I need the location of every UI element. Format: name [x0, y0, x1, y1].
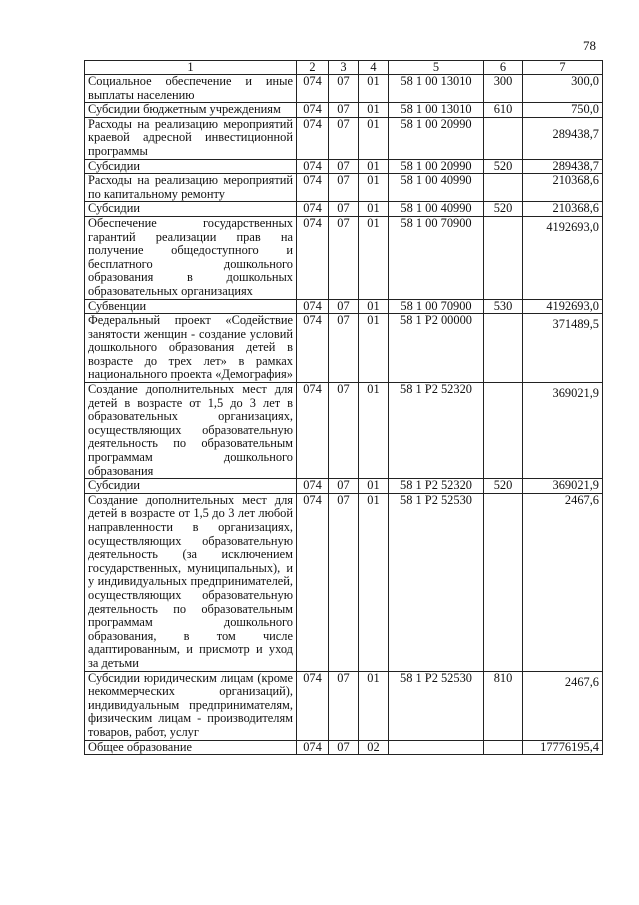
- page-number: 78: [583, 38, 596, 53]
- table-row: [85, 479, 603, 494]
- header-col-4: 4: [359, 61, 389, 75]
- row-section-code: 07: [329, 103, 359, 118]
- row-expense-type: [484, 740, 523, 755]
- table-row: [85, 75, 603, 103]
- table-row: [85, 103, 603, 118]
- row-expense-type: [484, 383, 523, 479]
- row-subsection-code: 02: [359, 740, 389, 755]
- row-ministry-code: 074: [297, 174, 329, 202]
- header-col-6: 6: [484, 61, 523, 75]
- row-ministry-code: 074: [297, 383, 329, 479]
- row-ministry-code: 074: [297, 103, 329, 118]
- budget-table: [84, 60, 603, 755]
- row-name: Расходы на реализацию мероприятий по капитальному ремонту: [85, 174, 297, 202]
- table-row: [85, 671, 603, 740]
- row-name: Субсидии: [85, 479, 297, 494]
- row-ministry-code: 074: [297, 159, 329, 174]
- row-section-code: 07: [329, 383, 359, 479]
- row-name: Субсидии бюджетным учреждениям: [85, 103, 297, 118]
- row-section-code: 07: [329, 202, 359, 217]
- row-amount: 300,0: [523, 75, 603, 103]
- row-expense-type: [484, 117, 523, 159]
- row-section-code: 07: [329, 174, 359, 202]
- row-section-code: 07: [329, 479, 359, 494]
- row-ministry-code: 074: [297, 117, 329, 159]
- header-col-7: 7: [523, 61, 603, 75]
- row-subsection-code: 01: [359, 216, 389, 299]
- row-subsection-code: 01: [359, 103, 389, 118]
- row-amount: 371489,5: [523, 314, 603, 383]
- row-target-article: 58 1 P2 00000: [389, 314, 484, 383]
- row-expense-type: [484, 493, 523, 671]
- row-name: Субсидии: [85, 202, 297, 217]
- table-row: [85, 740, 603, 755]
- row-subsection-code: 01: [359, 493, 389, 671]
- row-expense-type: 810: [484, 671, 523, 740]
- row-section-code: 07: [329, 159, 359, 174]
- table-row: [85, 174, 603, 202]
- row-subsection-code: 01: [359, 159, 389, 174]
- header-col-1: 1: [85, 61, 297, 75]
- row-name: Общее образование: [85, 740, 297, 755]
- row-subsection-code: 01: [359, 202, 389, 217]
- row-name: Субсидии: [85, 159, 297, 174]
- row-section-code: 07: [329, 299, 359, 314]
- row-expense-type: 520: [484, 159, 523, 174]
- row-section-code: 07: [329, 493, 359, 671]
- row-amount: 17776195,4: [523, 740, 603, 755]
- row-subsection-code: 01: [359, 383, 389, 479]
- row-target-article: 58 1 P2 52320: [389, 383, 484, 479]
- row-name: Создание дополнительных мест для детей в возрасте от 1,5 до 3 лет в образовательных организациях, осуществляющих образовательную деятельность по образовательным программам дошкольного образования: [85, 383, 297, 479]
- row-name: Субсидии юридическим лицам (кроме некоммерческих организаций), индивидуальным предпринимателям, физическим лицам - производителям товаров, работ, услуг: [85, 671, 297, 740]
- row-name: Субвенции: [85, 299, 297, 314]
- row-target-article: 58 1 00 40990: [389, 202, 484, 217]
- table-row: [85, 159, 603, 174]
- row-expense-type: 300: [484, 75, 523, 103]
- table-header-row: [85, 61, 603, 75]
- row-amount: 289438,7: [523, 159, 603, 174]
- row-target-article: 58 1 P2 52530: [389, 671, 484, 740]
- row-target-article: 58 1 00 70900: [389, 216, 484, 299]
- row-expense-type: 520: [484, 202, 523, 217]
- table-row: [85, 493, 603, 671]
- row-target-article: 58 1 00 20990: [389, 159, 484, 174]
- row-section-code: 07: [329, 740, 359, 755]
- row-expense-type: [484, 314, 523, 383]
- header-col-3: 3: [329, 61, 359, 75]
- header-col-2: 2: [297, 61, 329, 75]
- row-amount: 210368,6: [523, 202, 603, 217]
- row-amount: 210368,6: [523, 174, 603, 202]
- row-target-article: [389, 740, 484, 755]
- row-subsection-code: 01: [359, 314, 389, 383]
- row-ministry-code: 074: [297, 671, 329, 740]
- row-target-article: 58 1 00 70900: [389, 299, 484, 314]
- row-target-article: 58 1 P2 52320: [389, 479, 484, 494]
- row-subsection-code: 01: [359, 671, 389, 740]
- row-amount: 4192693,0: [523, 216, 603, 299]
- table-row: [85, 314, 603, 383]
- row-ministry-code: 074: [297, 216, 329, 299]
- header-col-5: 5: [389, 61, 484, 75]
- table-row: [85, 383, 603, 479]
- row-subsection-code: 01: [359, 174, 389, 202]
- row-ministry-code: 074: [297, 740, 329, 755]
- table-row: [85, 202, 603, 217]
- row-target-article: 58 1 P2 52530: [389, 493, 484, 671]
- row-ministry-code: 074: [297, 493, 329, 671]
- row-ministry-code: 074: [297, 314, 329, 383]
- row-amount: 2467,6: [523, 671, 603, 740]
- row-target-article: 58 1 00 40990: [389, 174, 484, 202]
- row-amount: 289438,7: [523, 117, 603, 159]
- row-amount: 4192693,0: [523, 299, 603, 314]
- row-amount: 369021,9: [523, 479, 603, 494]
- table-row: [85, 117, 603, 159]
- row-amount: 2467,6: [523, 493, 603, 671]
- table-row: [85, 216, 603, 299]
- row-ministry-code: 074: [297, 75, 329, 103]
- row-name: Расходы на реализацию мероприятий краевой адресной инвестиционной программы: [85, 117, 297, 159]
- row-expense-type: 530: [484, 299, 523, 314]
- row-target-article: 58 1 00 13010: [389, 103, 484, 118]
- row-ministry-code: 074: [297, 479, 329, 494]
- table-row: [85, 299, 603, 314]
- row-name: Федеральный проект «Содействие занятости женщин - создание условий дошкольного образования детей в возрасте до трех лет» в рамках национального проекта «Демография»: [85, 314, 297, 383]
- row-expense-type: 610: [484, 103, 523, 118]
- row-section-code: 07: [329, 671, 359, 740]
- row-subsection-code: 01: [359, 117, 389, 159]
- row-subsection-code: 01: [359, 75, 389, 103]
- row-expense-type: 520: [484, 479, 523, 494]
- row-amount: 369021,9: [523, 383, 603, 479]
- row-name: Социальное обеспечение и иные выплаты населению: [85, 75, 297, 103]
- row-section-code: 07: [329, 216, 359, 299]
- row-section-code: 07: [329, 117, 359, 159]
- row-amount: 750,0: [523, 103, 603, 118]
- row-name: Обеспечение государственных гарантий реализации прав на получение общедоступного и бесплатного дошкольного образования в дошкольных образовательных организациях: [85, 216, 297, 299]
- row-section-code: 07: [329, 75, 359, 103]
- row-ministry-code: 074: [297, 299, 329, 314]
- row-target-article: 58 1 00 13010: [389, 75, 484, 103]
- row-target-article: 58 1 00 20990: [389, 117, 484, 159]
- row-subsection-code: 01: [359, 299, 389, 314]
- row-subsection-code: 01: [359, 479, 389, 494]
- row-name: Создание дополнительных мест для детей в возрасте от 1,5 до 3 лет любой направленности в организациях, осуществляющих образовательную деятельность (за исключением государственных, муниципальных), и у индивидуальных предпринимателей, осуществляющих образовательную деятельность по образовательным программам дошкольного образования, в том числе адаптированным, и присмотр и уход за детьми: [85, 493, 297, 671]
- row-expense-type: [484, 216, 523, 299]
- row-expense-type: [484, 174, 523, 202]
- row-section-code: 07: [329, 314, 359, 383]
- row-ministry-code: 074: [297, 202, 329, 217]
